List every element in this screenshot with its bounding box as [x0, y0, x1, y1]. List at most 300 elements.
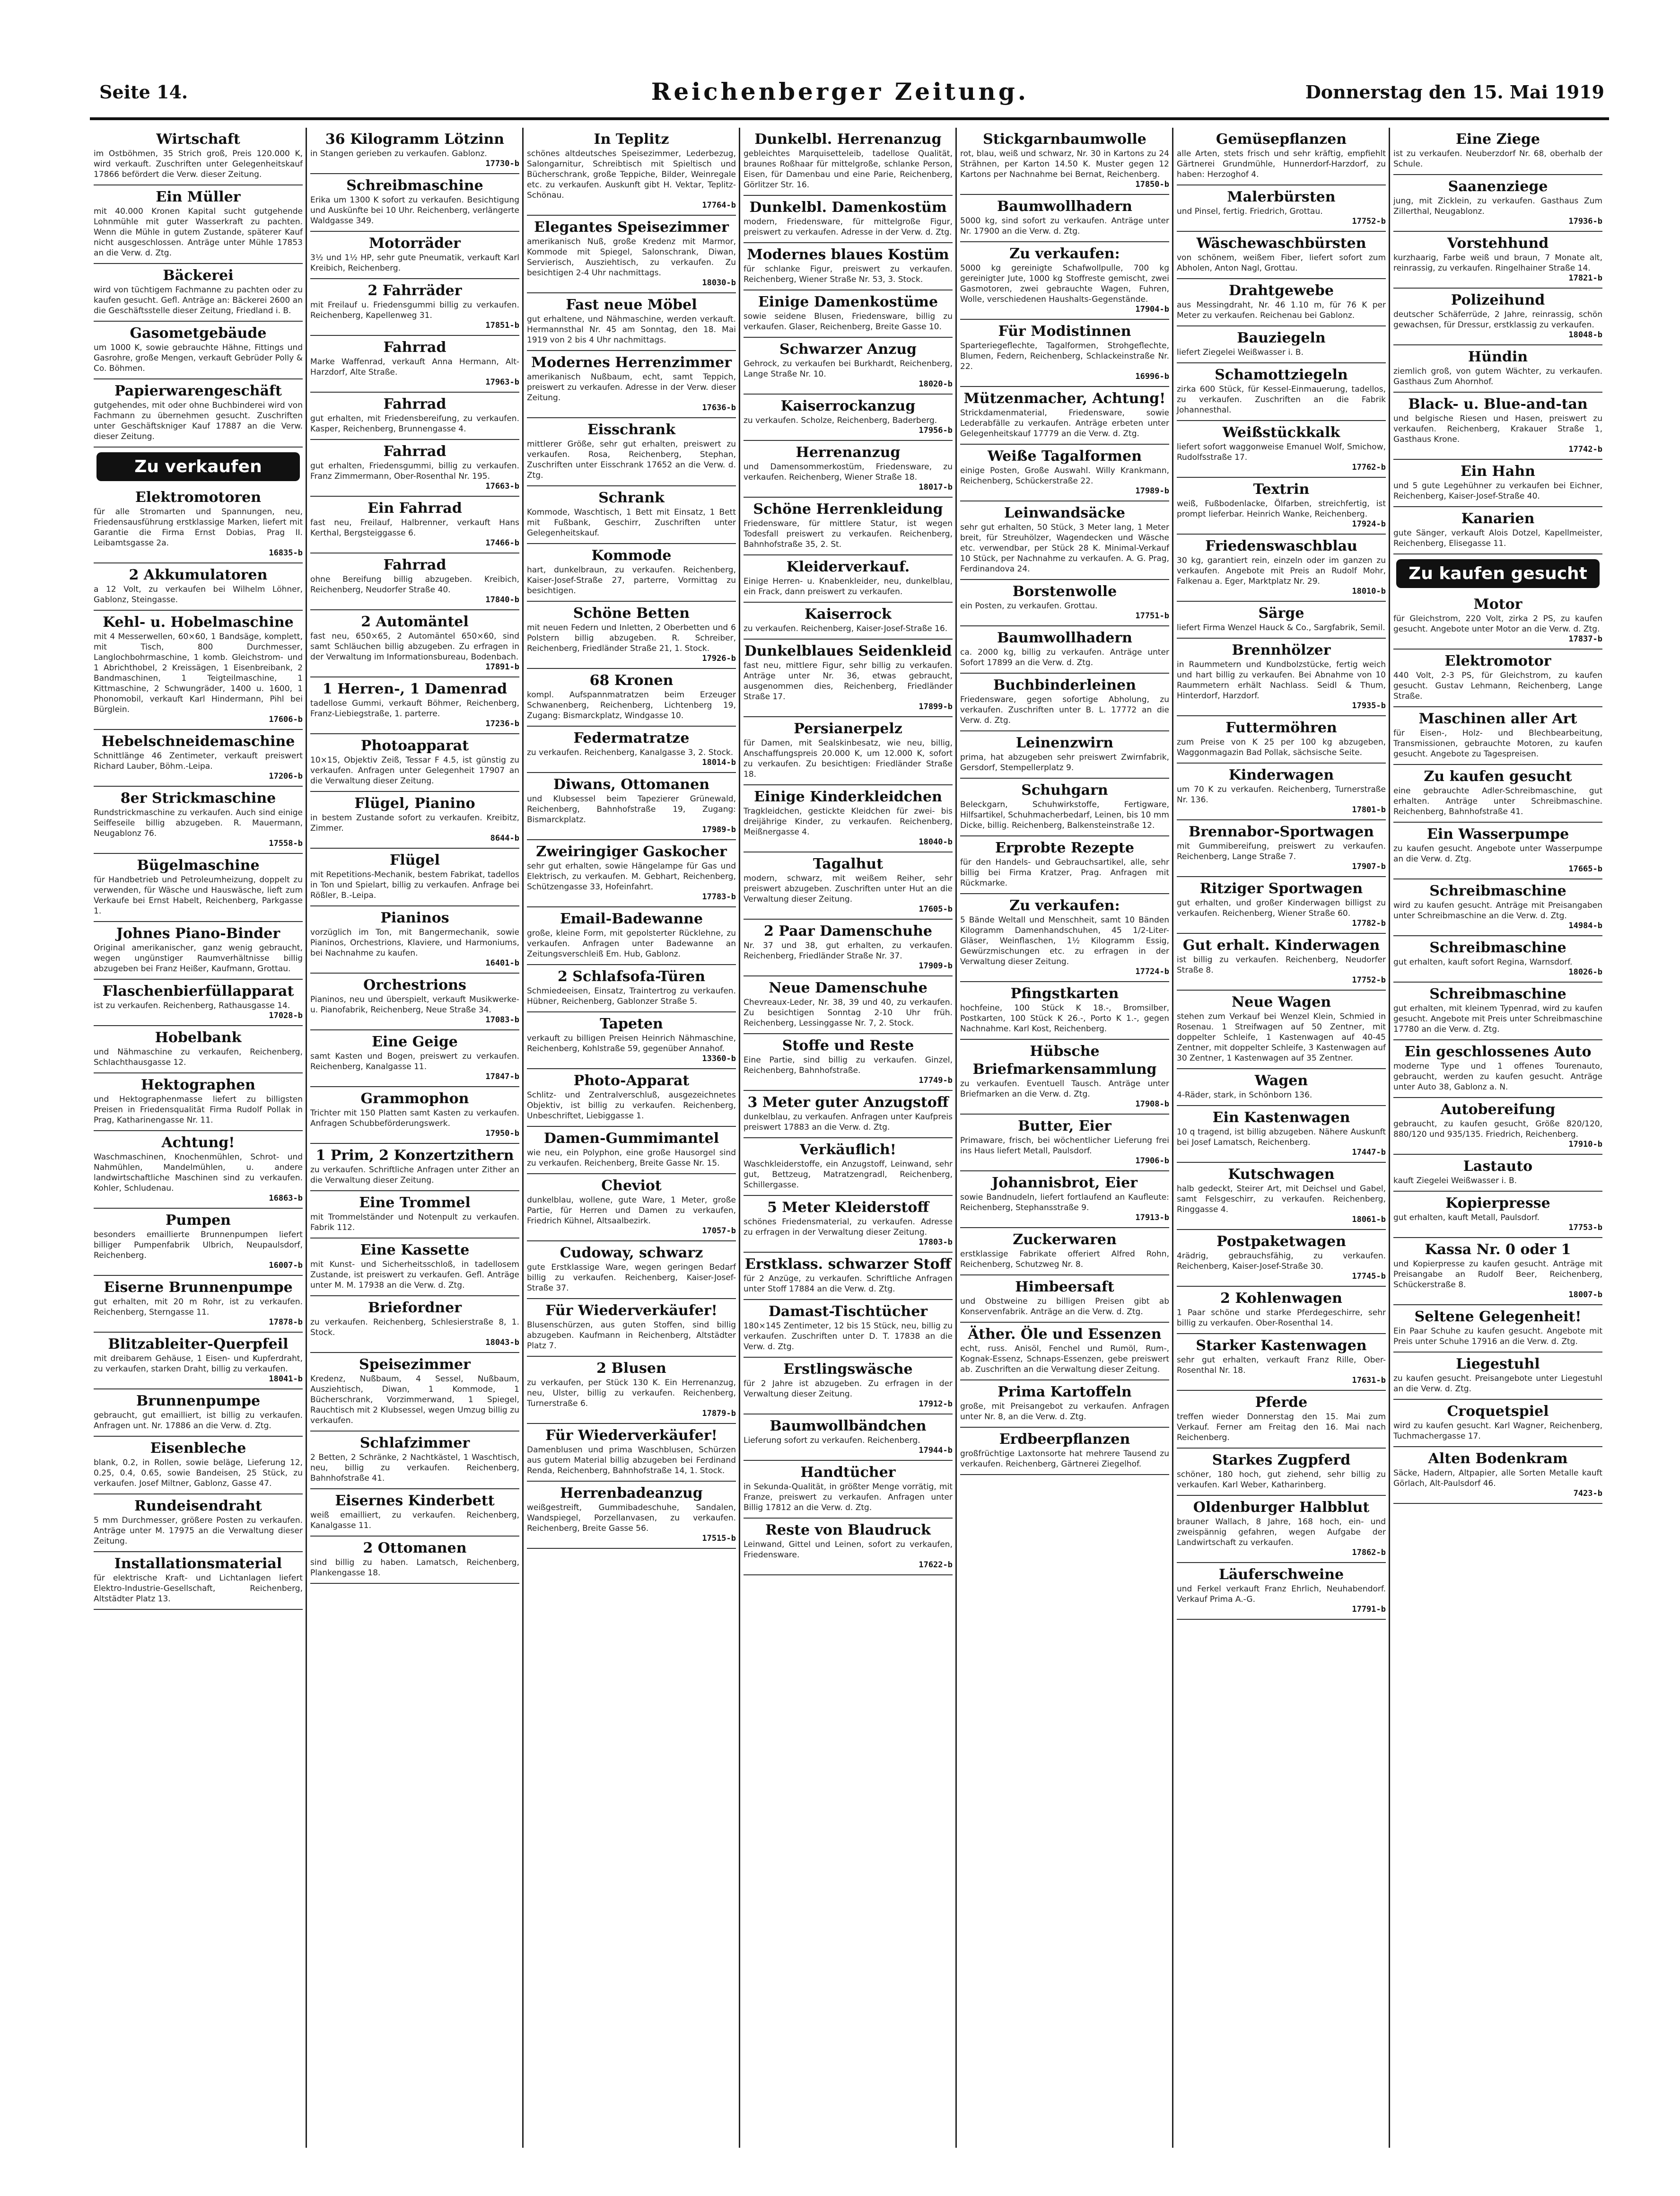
classified-ad — [1177, 326, 1386, 363]
classified-ad — [744, 1034, 953, 1091]
ad-title: Schöne Herrenkleidung — [753, 501, 943, 518]
ad-body: Gehrock, zu verkaufen bei Burkhardt, Reichenberg, Lange Straße Nr. 10. — [744, 359, 953, 379]
ad-body: weiß emailliert, zu verkaufen. Reichenberg, Kanalgasse 11. — [310, 1511, 519, 1530]
ad-body: mit Repetitions-Mechanik, bestem Fabrikat, tadellos in Ton und Spielart, billig zu verkaufen. Anfrage bei Rößler, B.-Leipa. — [310, 870, 519, 900]
ad-title: Schreibmaschine — [346, 177, 483, 194]
ad-body: 10×15, Objektiv Zeiß, Tessar F 4.5, ist günstig zu verkaufen. Anfragen unter Gelegenheit 17907 an die Verwaltung dieser Zeitung. — [310, 755, 519, 786]
classified-ad — [744, 196, 953, 243]
classified-ad — [94, 322, 303, 379]
ad-title: Achtung! — [161, 1134, 235, 1151]
ad-body: Trichter mit 150 Platten samt Kasten zu verkaufen. Anfragen Schubbeförderungswerk. — [310, 1108, 519, 1128]
classified-ad — [527, 1174, 736, 1241]
ad-body: Ein Paar Schuhe zu kaufen gesucht. Angebote mit Preis unter Schuhe 17916 an die Verw. d. Ztg. — [1393, 1326, 1602, 1346]
ad-body: in Raummetern und Kundbolzstücke, fertig weich und hart billig zu verkaufen. Bei Abnahme von 10 Raummetern erhält Nachlass. Seidl & Thum, Hinterdorf, Harzdorf. — [1177, 660, 1386, 701]
ad-title: Friedenswaschblau — [1205, 538, 1357, 554]
ad-title: Persianerpelz — [794, 720, 902, 737]
ad-reference-code: 17944-b — [919, 1446, 953, 1455]
classified-ad — [960, 1275, 1169, 1323]
ad-body: zu verkaufen. Schriftliche Anfragen unter Zither an die Verwaltung dieser Zeitung. — [310, 1165, 519, 1185]
ad-title: Damast-Tischtücher — [768, 1303, 928, 1320]
ad-title: Installationsmaterial — [114, 1555, 282, 1572]
ad-title: Schreibmaschine — [1429, 986, 1566, 1002]
ad-title: Wäschewaschbürsten — [1196, 235, 1366, 252]
classified-ad — [1177, 877, 1386, 934]
ad-reference-code: 17622-b — [919, 1560, 953, 1570]
ad-title: Dunkelblaues Seidenkleid — [744, 643, 952, 659]
ad-title: Johannisbrot, Eier — [991, 1175, 1138, 1191]
classified-ad — [94, 1026, 303, 1073]
ad-body: für den Handels- und Gebrauchsartikel, alle, sehr billig bei Firma Kratzer, Prag. Anfragen mit Rückmarke. — [960, 858, 1169, 888]
classified-ad — [310, 393, 519, 440]
ad-body: einige Posten, Große Auswahl. Willy Krankmann, Reichenberg, Schückerstraße 22. — [960, 466, 1169, 486]
ad-title: Flaschenbierfüllapparat — [102, 983, 294, 1000]
ad-title: Baumwollhadern — [997, 198, 1132, 215]
ad-body: zu verkaufen. Reichenberg, Kanalgasse 3, 2. Stock. — [527, 748, 734, 757]
classified-ad — [1177, 421, 1386, 478]
classified-ad — [1393, 879, 1602, 936]
ad-body: Primaware, frisch, bei wöchentlicher Lieferung frei ins Haus liefert Metall, Paulsdorf. — [960, 1136, 1169, 1156]
ad-title: Eine Geige — [372, 1034, 458, 1050]
ad-reference-code: 17753-b — [1568, 1223, 1602, 1232]
ad-reference-code: 17206-b — [269, 772, 303, 781]
ad-title: Rundeisendraht — [134, 1498, 262, 1514]
ad-body: gutgehendes, mit oder ohne Buchbinderei wird von Fachmann zu übernehmen gesucht. Zuschriften unter Geschäftskniger Kauf 17887 an die Verw. dieser Zeitung. — [94, 401, 303, 441]
ad-title: Briefordner — [368, 1300, 462, 1316]
ad-title: 2 Kohlenwagen — [1220, 1290, 1342, 1307]
ad-body: Säcke, Hadern, Altpapier, alle Sorten Metalle kauft Görlach, Alt-Paulsdorf 46. — [1393, 1468, 1602, 1488]
classified-ad — [960, 1323, 1169, 1380]
classified-ad — [310, 1489, 519, 1537]
ad-body: für elektrische Kraft- und Lichtanlagen liefert Elektro-Industrie-Gesellschaft, Reichenberg, Altstädter Platz 13. — [94, 1573, 303, 1604]
classified-ad — [960, 1428, 1169, 1475]
ad-reference-code: 17924-b — [1352, 519, 1386, 529]
classified-ad — [310, 336, 519, 393]
classified-ad — [744, 338, 953, 395]
ad-body: um 1000 K, sowie gebrauchte Hähne, Fittings und Gasrohre, große Mengen, verkauft Gebrüder Polly & Co. Böhmen. — [94, 343, 303, 373]
ad-body: für Eisen-, Holz- und Blechbearbeitung, Transmissionen, gebrauchte Motoren, zu kaufen gesucht. Angebote zu Tagespreisen. — [1393, 729, 1602, 759]
classified-ad — [1393, 1155, 1602, 1192]
ad-body: gut erhalten, mit Friedensbereifung, zu verkaufen. Kasper, Reichenberg, Brunnengasse 4. — [310, 414, 519, 434]
column-rule — [306, 128, 307, 2148]
ad-body: 10 q tragend, ist billig abzugeben. Nähere Auskunft bei Josef Lamatsch, Reichenberg. — [1177, 1127, 1386, 1147]
ad-body: mit Kunst- und Sicherheitsschloß, in tadellosem Zustande, ist preiswert zu verkaufen. Gefl. Anträge unter M. M. 17938 an die Verw. d. Ztg. — [310, 1260, 519, 1290]
ad-title: Schwarzer Anzug — [779, 341, 917, 358]
classified-ad — [744, 498, 953, 555]
classified-ad — [1393, 1447, 1602, 1504]
ad-body: und Ferkel verkauft Franz Ehrlich, Neuhabendorf. Verkauf Prima A.-G. — [1177, 1584, 1386, 1604]
ad-body: wird zu kaufen gesucht. Karl Wagner, Reichenberg, Tuchmachergasse 17. — [1393, 1421, 1602, 1441]
classified-ad — [960, 982, 1169, 1040]
ad-title: Ein Fahrrad — [368, 500, 462, 517]
ad-title: Gasometgebäude — [130, 325, 267, 342]
classified-ad — [960, 1380, 1169, 1428]
ad-body: und belgische Riesen und Hasen, preiswert zu verkaufen. Reichenberg, Krakauer Straße 1, Gasthaus Krone. — [1393, 414, 1602, 444]
ad-reference-code: 17803-b — [919, 1238, 953, 1247]
classified-ad — [1393, 1098, 1602, 1155]
classified-ad — [1177, 363, 1386, 421]
ad-title: Futtermöhren — [1225, 720, 1337, 736]
classified-ad — [744, 441, 953, 498]
ad-reference-code: 17878-b — [269, 1318, 303, 1327]
classified-ad — [94, 1552, 303, 1610]
ad-body: Marke Waffenrad, verkauft Anna Hermann, Alt-Harzdorf, Alte Straße. — [310, 357, 519, 377]
ad-title: Einige Kinderkleidchen — [754, 789, 942, 805]
ad-body: gute Erstklassige Ware, wegen geringen Bedarf billig zu verkaufen. Reichenberg, Kaiser-Josef-Straße 37. — [527, 1263, 736, 1293]
ad-body: ist billig zu verkaufen. Reichenberg, Neudorfer Straße 8. — [1177, 955, 1386, 975]
ad-title: Bügelmaschine — [137, 857, 260, 874]
ad-reference-code: 17879-b — [702, 1409, 736, 1418]
column-rule — [522, 128, 524, 2148]
ad-reference-code: 17801-b — [1352, 805, 1386, 815]
classified-ad — [1393, 593, 1602, 650]
ad-body: wird zu kaufen gesucht. Anträge mit Preisangaben unter Schreibmaschine an die Verw. d. Ztg. — [1393, 901, 1602, 921]
classified-ad — [744, 1414, 953, 1461]
ad-title: Pianinos — [380, 910, 449, 926]
classified-ad — [1393, 1353, 1602, 1400]
classified-ad — [310, 1144, 519, 1191]
ad-title: Starker Kastenwagen — [1196, 1337, 1367, 1354]
ad-title: Schreibmaschine — [1429, 940, 1566, 956]
classified-ad — [94, 1073, 303, 1131]
ad-title: Baumwollhadern — [997, 630, 1132, 646]
ad-body: schönes altdeutsches Speisezimmer, Lederbezug, Salongarnitur, Schreibtisch mit Spieltisch und Bücherschrank, große Teppiche, Bilder, Weinregale etc. zu verkaufen. Auskunft gibt H. Vektar, Teplitz-Schönau. — [527, 149, 736, 200]
ad-title: Leinenzwirn — [1015, 735, 1114, 751]
classified-ad — [960, 1171, 1169, 1228]
ad-body: mit neuen Federn und Inletten, 2 Oberbetten und 6 Polstern billig abzugeben. R. Schreiber, Reichenberg, Friedländer Straße 21, 1. Stock. — [527, 623, 736, 653]
classified-ad — [94, 128, 303, 185]
ad-body: stehen zum Verkauf bei Wenzel Klein, Schmied in Rosenau. 1 Streifwagen auf 50 Zentner, mit doppelter Schleife, 1 Kastenwagen auf 40-45 Zentner, mit doppelter Schleife, 3 Kastenwagen auf 30 Zentner, 1 Kastenwagen auf 35 Zentner. — [1177, 1012, 1386, 1063]
ad-body: Lieferung sofort zu verkaufen. Reichenberg. — [744, 1436, 920, 1445]
classified-ad — [1393, 983, 1602, 1040]
ad-title: Mützenmacher, Achtung! — [963, 390, 1166, 407]
ad-reference-code: 17847-b — [485, 1072, 519, 1081]
ad-title: 2 Automäntel — [361, 614, 469, 630]
ad-body: brauner Wallach, 8 Jahre, 168 hoch, ein- und zweispännig gefahren, wegen Aufgabe der Landwirtschaft zu verkaufen. — [1177, 1517, 1386, 1547]
ad-body: Rundstrickmaschine zu verkaufen. Auch sind einige Seiffeseile billig abzugeben. R. Mauermann, Neugablonz 76. — [94, 808, 303, 838]
classified-ad — [1393, 707, 1602, 765]
masthead: Reichenberger Zeitung. — [651, 78, 1029, 105]
classified-ad — [310, 1353, 519, 1432]
ad-body: schöner, 180 hoch, gut ziehend, sehr billig zu verkaufen. Karl Weber, Katharinberg. — [1177, 1470, 1386, 1490]
classified-ad — [94, 379, 303, 448]
classified-ad — [744, 640, 953, 717]
ad-title: Leinwandsäcke — [1004, 505, 1125, 521]
classified-ad — [1177, 991, 1386, 1069]
classified-ad — [310, 792, 519, 849]
ad-title: Verkäuflich! — [800, 1142, 896, 1158]
ad-body: samt Kasten und Bogen, preiswert zu verkaufen. Reichenberg, Kanalgasse 11. — [310, 1052, 519, 1072]
ad-body: und 5 gute Legehühner zu verkaufen bei Eichner, Reichenberg, Kaiser-Josef-Straße 40. — [1393, 481, 1602, 501]
classified-ad — [960, 836, 1169, 894]
ad-title: Oldenburger Halbblut — [1193, 1499, 1370, 1516]
ad-title: Hündin — [1468, 349, 1528, 365]
ad-reference-code: 17791-b — [1352, 1605, 1386, 1614]
ad-title: Elektromotor — [1444, 653, 1551, 669]
ad-title: Weiße Tagalformen — [987, 448, 1142, 465]
classified-ad — [527, 669, 736, 727]
classified-ad — [960, 445, 1169, 501]
column-5 — [956, 128, 1173, 2148]
ad-body: 5 mm Durchmesser, größere Posten zu verkaufen. Anträge unter M. 17975 an die Verwaltung dieser Zeitung. — [94, 1516, 303, 1546]
ad-body: 1 Paar schöne und starke Pferdegeschirre, sehr billig zu verkaufen. Ober-Rosenthal 14. — [1177, 1308, 1386, 1328]
ad-reference-code: 17904-b — [1135, 305, 1169, 314]
classified-ad — [1393, 128, 1602, 175]
ad-reference-code: 17989-b — [1135, 486, 1169, 496]
ad-body: Waschmaschinen, Knochenmühlen, Schrot- und Nahmühlen, Mandelmühlen, u. andere landwirtschaftliche Maschinen sind zu verkaufen. Kohler, Schludenau. — [94, 1152, 303, 1193]
classified-ad — [744, 128, 953, 196]
ad-reference-code: 17936-b — [1568, 217, 1602, 226]
ad-body: mit 40.000 Kronen Kapital sucht gutgehende Lohnmühle mit guter Wasserkraft zu pachten. Wenn die Mühle in gutem Zustande, späterer Kauf nicht ausgeschlossen. Anträge unter Mühle 17853 an die Verw. d. Ztg. — [94, 207, 303, 258]
ad-title: Kinderwagen — [1228, 767, 1334, 783]
classified-ad — [94, 611, 303, 730]
classified-ad — [1177, 764, 1386, 820]
ad-body: in Sekunda-Qualität, in größter Menge vorrätig, mit Franze, preiswert zu verkaufen. Anfragen unter Billig 17812 an die Verw. d. Ztg. — [744, 1482, 953, 1512]
ad-body: fast neu, 650×65, 2 Automäntel 650×60, sind samt Schläuchen billig abzugeben. Zu erfragen in der Verwaltung im Informationsbureau, Bodenbach. — [310, 632, 519, 662]
ad-title: Bauziegeln — [1237, 330, 1326, 346]
ad-reference-code: 17749-b — [919, 1076, 953, 1085]
classified-ad — [1393, 823, 1602, 879]
ad-reference-code: 8644-b — [490, 834, 519, 843]
classified-ad — [527, 1482, 736, 1549]
classified-ad — [744, 395, 953, 441]
ad-title: Schöne Betten — [573, 605, 690, 622]
classified-ad — [94, 980, 303, 1026]
classified-ad — [527, 128, 736, 216]
ad-body: wie neu, ein Polyphon, eine große Hausorgel sind zu verkaufen. Reichenberg, Breite Gasse Nr. 15. — [527, 1148, 736, 1168]
ad-title: Modernes Herrenzimmer — [531, 354, 732, 371]
ad-title: Stoffe und Reste — [782, 1037, 914, 1054]
ad-body: Schlitz- und Zentralverschluß, ausgezeichnetes Objektiv, ist billig zu verkaufen. Reichenberg, Unbeschriftet, Liebiggasse 1. — [527, 1090, 736, 1121]
ad-body: um 70 K zu verkaufen. Reichenberg, Turnerstraße Nr. 136. — [1177, 785, 1386, 805]
ad-body: 5000 kg gereinigte Schafwollpulle, 700 kg gereinigter Jute, 1000 kg Stoffreste gemischt, zwei Gasmotoren, zwei gebrauchte Wagen, Fuhren, Wolle, verschiedenen Haushalts-Gegenstände. — [960, 264, 1169, 304]
ad-reference-code: 17057-b — [702, 1226, 736, 1236]
ad-title: Buchbinderleinen — [993, 677, 1136, 694]
classified-ad — [960, 128, 1169, 195]
classified-ad — [1393, 175, 1602, 232]
ad-title: Modernes blaues Kostüm — [747, 246, 949, 263]
ad-title: Eisschrank — [587, 422, 675, 438]
classified-ad — [960, 779, 1169, 836]
classified-ad — [1393, 1305, 1602, 1353]
ad-title: Kaiserrock — [805, 606, 892, 623]
ad-title: Wagen — [1254, 1072, 1308, 1089]
ad-title: Malerbürsten — [1227, 189, 1336, 205]
ad-body: gut erhaltene, und Nähmaschine, werden verkauft. Hermannsthal Nr. 45 am Sonntag, den 18. Mai 1919 von 2 bis 4 Uhr nachmittags. — [527, 315, 736, 345]
classified-ad — [744, 1358, 953, 1414]
issue-date: Donnerstag den 15. Mai 1919 — [1305, 81, 1604, 103]
classified-ad — [1393, 1400, 1602, 1447]
ad-title: Zu kaufen gesucht — [1424, 768, 1572, 785]
ad-reference-code: 18040-b — [919, 837, 953, 847]
classified-ad — [310, 232, 519, 279]
ad-body: liefert sofort waggonweise Emanuel Wolf, Smichow, Rudolfsstraße 17. — [1177, 442, 1386, 462]
ad-title: Ein Hahn — [1461, 463, 1535, 480]
ad-body: und Kopierpresse zu kaufen gesucht. Anträge mit Preisangabe an Rudolf Beer, Reichenberg, Schückerstraße 8. — [1393, 1259, 1602, 1290]
ad-reference-code: 18014-b — [702, 758, 736, 767]
ad-body: fast neu, mittlere Figur, sehr billig zu verkaufen. Anträge unter Nr. 36, etwas gebraucht, ausgenommen dies, Reichenberg, Friedländer Straße 17. — [744, 661, 953, 702]
classified-ad — [1177, 639, 1386, 716]
classified-ad — [527, 1127, 736, 1174]
ad-body: zu kaufen gesucht. Preisangebote unter Liegestuhl an die Verw. d. Ztg. — [1393, 1374, 1602, 1394]
ad-title: Herrenbadeanzug — [560, 1485, 703, 1502]
header-rule — [90, 117, 1609, 120]
ad-title: Herrenanzug — [796, 444, 901, 461]
ad-body: jung, mit Zicklein, zu verkaufen. Gasthaus Zum Zillerthal, Neugablonz. — [1393, 196, 1602, 216]
classified-ad — [527, 1069, 736, 1127]
classified-ad — [1393, 650, 1602, 707]
ad-body: Waschkleiderstoffe, ein Anzugstoff, Leinwand, sehr gut, Bettzeug, Matratzengradl, Reichenberg, Schillergasse. — [744, 1159, 953, 1190]
ad-title: Hebelschneidemaschine — [101, 733, 295, 750]
ad-title: Dunkelbl. Herrenanzug — [754, 131, 942, 148]
ad-body: für schlanke Figur, preiswert zu verkaufen. Reichenberg, Wiener Straße Nr. 53, 3. Stock. — [744, 264, 953, 284]
classified-ad — [1177, 934, 1386, 991]
ad-body: gebleichtes Marquisetteleib, tadellose Qualität, braunes Roßhaar für mittelgroße, schlanke Person, Eisen, für Damenbau und eine Parie, Reichenberg, Görlitzer Str. 16. — [744, 149, 953, 190]
ad-body: gebraucht, zu kaufen gesucht, Größe 820/120, 880/120 und 935/135. Friedrich, Reichenberg. — [1393, 1119, 1602, 1139]
ad-reference-code: 16996-b — [1135, 372, 1169, 381]
ad-title: Saanenziege — [1448, 178, 1548, 195]
ad-body: große, kleine Form, mit gepolsterter Rücklehne, zu verkaufen. Anfragen unter Badewanne an Zeitungsverschleiß Em. Hub, Gablonz. — [527, 929, 736, 959]
ad-body: 4rädrig, gebrauchsfähig, zu verkaufen. Reichenberg, Kaiser-Josef-Straße 30. — [1177, 1251, 1386, 1271]
classified-ad — [527, 727, 736, 773]
classified-ad — [527, 486, 736, 544]
ad-body: mit Freilauf u. Friedensgummi billig zu verkaufen. Reichenberg, Kapellenweg 31. — [310, 300, 519, 320]
column-rule — [1389, 128, 1390, 2148]
ad-title: Postpaketwagen — [1216, 1233, 1346, 1250]
ad-reference-code: 17783-b — [702, 892, 736, 902]
ad-body: modern, Friedensware, für mittelgroße Figur, preiswert zu verkaufen. Adresse in der Verw. d. Ztg. — [744, 217, 953, 237]
ad-title: Elektromotoren — [135, 489, 262, 506]
ad-reference-code: 17236-b — [485, 719, 519, 729]
ad-title: Bäckerei — [163, 267, 234, 284]
ad-body: kompl. Aufspannmatratzen beim Erzeuger Schwanenberg, Reichenberg, Lichtenberg 19, Zugang: Bismarckplatz, Windgasse 10. — [527, 690, 736, 720]
ad-body: Friedensware, für mittlere Statur, ist wegen Todesfall preiswert zu verkaufen. Reichenberg, Bahnhofstraße 35, 2. St. — [744, 519, 953, 549]
ad-body: schönes Friedensmaterial, zu verkaufen. Adresse zu erfragen in der Verwaltung dieser Zeitung. — [744, 1217, 953, 1237]
ad-title: 68 Kronen — [589, 672, 674, 689]
ad-title: Kanarien — [1461, 510, 1535, 527]
classified-ad — [310, 1191, 519, 1239]
ad-title: Weißstückkalk — [1222, 424, 1340, 441]
ad-reference-code: 17724-b — [1135, 967, 1169, 976]
ad-body: Damenblusen und prima Waschblusen, Schürzen aus gutem Material billig abzugeben bei Ferdinand Renda, Reichenberg, Bahnhofstraße 14, 1. Stock. — [527, 1445, 736, 1476]
ad-title: Dunkelbl. Damenkostüm — [749, 199, 947, 216]
classified-ad — [1393, 1040, 1602, 1098]
classified-ad — [744, 920, 953, 976]
classified-ad — [310, 1537, 519, 1584]
ad-title: Gut erhalt. Kinderwagen — [1182, 937, 1380, 954]
classified-ad — [310, 610, 519, 677]
classified-ad — [94, 486, 303, 563]
ad-title: Eine Kassette — [360, 1242, 470, 1258]
ad-reference-code: 17752-b — [1352, 217, 1386, 226]
ad-body: und Nähmaschine zu verkaufen, Reichenberg, Schlachthausgasse 12. — [94, 1047, 303, 1067]
ad-reference-code: 18007-b — [1568, 1290, 1602, 1300]
ad-reference-code: 17782-b — [1352, 919, 1386, 928]
ad-title: Croquetspiel — [1447, 1403, 1549, 1420]
ad-body: Sparteriegeflechte, Tagalformen, Strohgeflechte, Blumen, Federn, Reichenberg, Schlackeinstraße Nr. 22. — [960, 341, 1169, 371]
classified-ad — [310, 1296, 519, 1353]
classified-ad — [744, 1300, 953, 1358]
ad-body: mittlerer Größe, sehr gut erhalten, preiswert zu verkaufen. Rosa, Reichenberg, Stephan, Zuschriften unter Eisschrank 17652 an die Verw. d. Ztg. — [527, 439, 736, 480]
ad-title: Reste von Blaudruck — [765, 1522, 931, 1538]
ad-title: Hübsche Briefmarkensammlung — [972, 1043, 1157, 1078]
ad-body: prima, hat abzugeben sehr preiswert Zwirnfabrik, Gersdorf, Stempellerplatz 9. — [960, 753, 1169, 773]
ad-title: Kutschwagen — [1228, 1166, 1335, 1183]
ad-reference-code: 17751-b — [1135, 611, 1169, 621]
ad-title: Motor — [1473, 596, 1522, 613]
ad-body: gut erhalten, kauft Metall, Paulsdorf. — [1393, 1213, 1540, 1222]
ad-title: Cudoway, schwarz — [560, 1245, 703, 1261]
ad-body: tadellose Gummi, verkauft Böhmer, Reichenberg, Franz-Liebiegstraße, 1. parterre. — [310, 699, 519, 719]
ad-body: kauft Ziegelei Weißwasser i. B. — [1393, 1176, 1517, 1186]
ad-title: Gemüsepflanzen — [1216, 131, 1347, 148]
ad-title: Für Wiederverkäufer! — [545, 1427, 718, 1444]
ad-body: ziemlich groß, von gutem Wächter, zu verkaufen. Gasthaus Zum Ahornhof. — [1393, 367, 1602, 386]
ad-title: Photoapparat — [360, 738, 469, 754]
classified-ad — [1177, 1163, 1386, 1230]
classified-ad — [527, 773, 736, 840]
ad-body: Einige Herren- u. Knabenkleider, neu, dunkelblau, ein Frack, dann preiswert zu verkaufen. — [744, 577, 953, 597]
ad-body: hart, dunkelbraun, zu verkaufen. Reichenberg, Kaiser-Josef-Straße 27, parterre, Vormittag zu besichtigen. — [527, 565, 736, 596]
ad-title: Brunnenpumpe — [136, 1393, 261, 1409]
ad-body: mit Gummibereifung, preiswert zu verkaufen. Reichenberg, Lange Straße 7. — [1177, 842, 1386, 861]
ad-body: gut erhalten, kauft sofort Regina, Warnsdorf. — [1393, 957, 1573, 967]
ad-body: kurzhaarig, Farbe weiß und braun, 7 Monate alt, reinrassig, zu verkaufen. Ringelhainer Straße 14. — [1393, 253, 1602, 273]
ad-title: Black- u. Blue-and-tan — [1408, 396, 1588, 413]
ad-body: in Stangen gerieben zu verkaufen. Gablonz. — [310, 149, 487, 158]
column-rule — [955, 128, 957, 2148]
ad-title: Schamottziegeln — [1215, 367, 1348, 383]
ad-reference-code: 18030-b — [702, 278, 736, 288]
ad-body: treffen wieder Donnerstag den 15. Mai zum Verkauf. Ferner am Freitag den 16. Mai nach Reichenberg. — [1177, 1412, 1386, 1442]
ad-reference-code: 17083-b — [485, 1015, 519, 1025]
ad-title: Zu verkaufen: — [1009, 246, 1120, 262]
classified-ad — [960, 580, 1169, 626]
ad-body: Kommode, Waschtisch, 1 Bett mit Einsatz, 1 Bett mit Fußbank, Geschirr, Zuschriften unter Gelegenheitskauf. — [527, 508, 736, 538]
ad-title: Schlafzimmer — [359, 1435, 470, 1451]
classified-ad — [1177, 128, 1386, 185]
classified-ad — [310, 1087, 519, 1144]
ad-reference-code: 17028-b — [269, 1011, 303, 1020]
classified-ad — [527, 1241, 736, 1299]
ad-body: modern, schwarz, mit weißem Reiher, sehr preiswert abzugeben. Zuschriften unter Hut an die Verwaltung dieser Zeitung. — [744, 874, 953, 904]
ad-reference-code: 17926-b — [702, 654, 736, 663]
classified-ad — [310, 440, 519, 497]
ad-reference-code: 18041-b — [269, 1374, 303, 1384]
ad-title: Eine Trommel — [359, 1195, 471, 1211]
classified-ad — [527, 1299, 736, 1357]
ad-body: sehr gut erhalten, verkauft Franz Rille, Ober-Rosenthal Nr. 18. — [1177, 1355, 1386, 1375]
ad-title: Prima Kartoffeln — [998, 1384, 1132, 1400]
ad-title: Johnes Piano-Binder — [116, 925, 280, 942]
ad-body: zu verkaufen. Scholze, Reichenberg, Baderberg. — [744, 416, 937, 425]
ad-body: sehr gut erhalten, 50 Stück, 3 Meter lang, 1 Meter breit, für Streuhölzer, Wagendecken und Wäsche etc. verwendbar, per Stück 28 K. Minimal-Verkauf 10 Stück, per Nachnahme zu verkaufen. A. G. Prag, Ferdinandova 24. — [960, 523, 1169, 574]
ad-title: Fahrrad — [383, 443, 446, 460]
section-banner: Zu kaufen gesucht — [1396, 559, 1600, 588]
classified-ad — [310, 128, 519, 174]
ad-title: In Teplitz — [594, 131, 669, 148]
ad-body: Chevreaux-Leder, Nr. 38, 39 und 40, zu verkaufen. Zu besichtigen Sonntag 2-10 Uhr früh. Reichenberg, Lessinggasse Nr. 7, 2. Stock. — [744, 998, 953, 1028]
ad-body: dunkelblau, wollene, gute Ware, 1 Meter, große Partie, für Herren und Damen zu verkaufen, Friedrich Kühnel, Altsaalbezirk. — [527, 1195, 736, 1226]
classified-ad — [1393, 507, 1602, 554]
ad-body: Tragkleidchen, gestickte Kleidchen für zwei- bis dreijährige Kinder, zu verkaufen. Reichenberg, Meißnergasse 4. — [744, 807, 953, 837]
classified-ad — [310, 734, 519, 792]
ad-body: blank, 0.2, in Rollen, sowie beläge, Lieferung 12, 0.25, 0.4, 0.65, sowie Bandeisen, 25 Stück, zu verkaufen. Josef Miltner, Gablonz, Gasse 47. — [94, 1458, 303, 1488]
ad-title: Eisernes Kinderbett — [335, 1493, 495, 1509]
ad-body: verkauft zu billigen Preisen Heinrich Nähmaschine, Reichenberg, Kohlstraße 59, gegenüber Annahof. — [527, 1034, 736, 1054]
ad-body: deutscher Schäferrüde, 2 Jahre, reinrassig, schön gewachsen, für Dressur, erstklassig zu verkaufen. — [1393, 310, 1602, 330]
ad-reference-code: 17909-b — [919, 961, 953, 971]
ad-title: Kaiserrockanzug — [780, 398, 916, 414]
